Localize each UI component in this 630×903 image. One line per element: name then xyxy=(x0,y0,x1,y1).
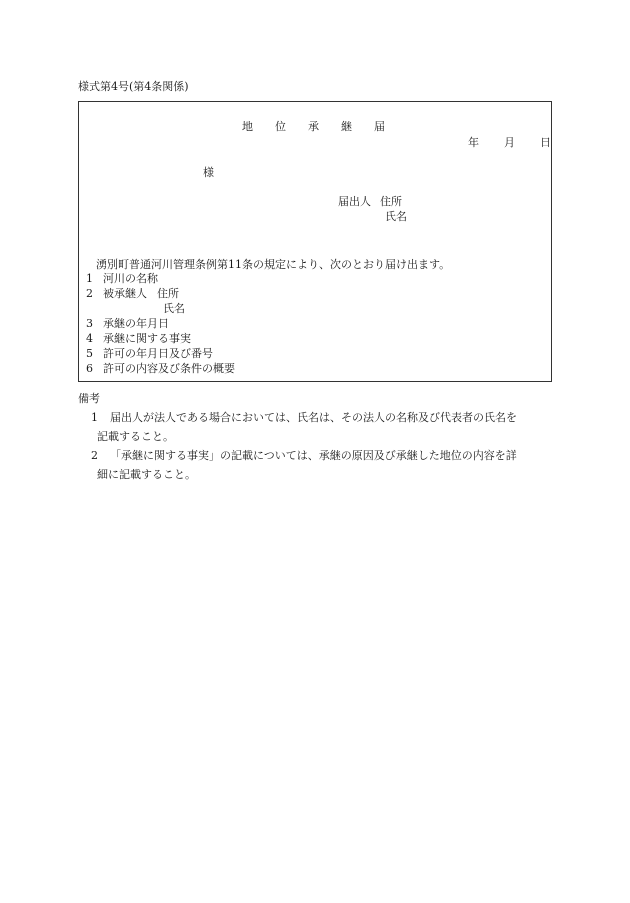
list-item: 5 許可の年月日及び番号 xyxy=(86,347,213,360)
list-item-subline: 氏名 xyxy=(163,302,185,315)
remark-note: 1 届出人が法人である場合においては、氏名は、その法人の名称及び代表者の氏名を xyxy=(91,411,517,424)
addressee-suffix: 様 xyxy=(203,166,214,179)
remarks-heading: 備考 xyxy=(78,392,100,405)
remark-note-continuation: 細に記載すること。 xyxy=(97,468,196,481)
list-item: 3 承継の年月日 xyxy=(86,317,169,330)
remark-note: 2 「承継に関する事実」の記載については、承継の原因及び承継した地位の内容を詳 xyxy=(91,449,517,462)
form-title: 地位承継届 xyxy=(242,120,407,133)
notifier-address-label: 住所 xyxy=(380,195,402,208)
list-item: 2 被承継人 住所 xyxy=(86,287,179,300)
notifier-name-label: 氏名 xyxy=(385,210,407,223)
date-line xyxy=(468,136,551,150)
list-item: 6 許可の内容及び条件の概要 xyxy=(86,362,235,375)
date-day: 日 xyxy=(540,136,551,149)
notifier-label: 届出人 xyxy=(338,195,371,208)
intro-statement: 湧別町普通河川管理条例第11条の規定により、次のとおり届け出ます。 xyxy=(96,258,451,271)
date-month: 月 xyxy=(504,136,515,149)
date-year: 年 xyxy=(468,136,479,149)
remark-note-continuation: 記載すること。 xyxy=(97,430,174,443)
list-item: 4 承継に関する事実 xyxy=(86,332,191,345)
notifier-block xyxy=(338,195,402,209)
list-item: 1 河川の名称 xyxy=(86,272,158,285)
form-number: 様式第4号(第4条関係) xyxy=(78,80,189,93)
notification-form xyxy=(78,101,552,382)
